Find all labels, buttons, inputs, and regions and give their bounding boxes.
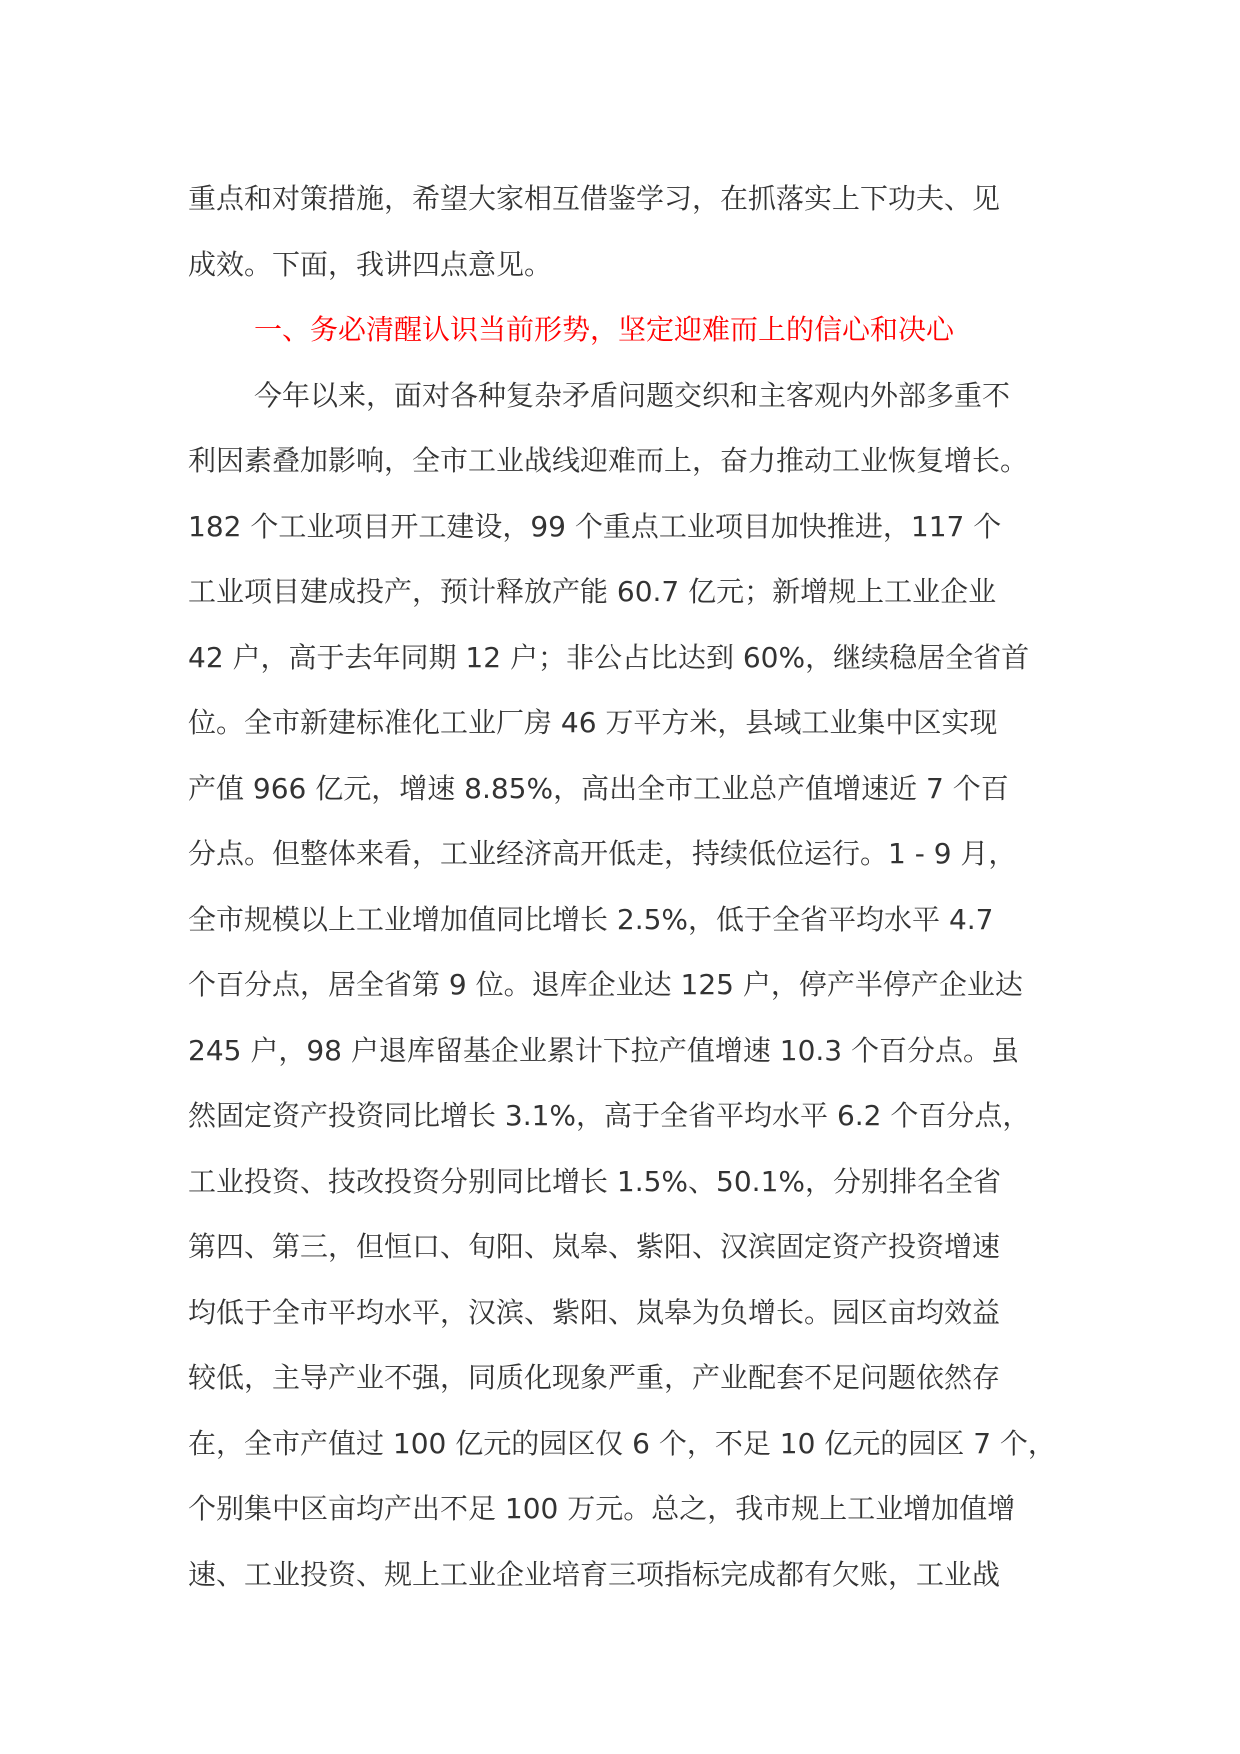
text-line: 个别集中区亩均产出不足 100 万元。总之，我市规上工业增加值增 xyxy=(188,1492,1016,1525)
text-line: 利因素叠加影响，全市工业战线迎难而上，奋力推动工业恢复增长。 xyxy=(188,444,1029,477)
text-line: 产值 966 亿元，增速 8.85%，高出全市工业总产值增速近 7 个百 xyxy=(188,771,1009,805)
text-line: 个百分点，居全省第 9 位。退库企业达 125 户，停产半停产企业达 xyxy=(188,968,1023,1001)
text-line: 工业项目建成投产，预计释放产能 60.7 亿元；新增规上工业企业 xyxy=(188,575,997,608)
text-line: 速、工业投资、规上工业企业培育三项指标完成都有欠账，工业战 xyxy=(188,1557,1001,1591)
text-line: 工业投资、技改投资分别同比增长 1.5%、50.1%，分别排名全省 xyxy=(188,1164,1001,1198)
text-line: 位。全市新建标准化工业厂房 46 万平方米，县域工业集中区实现 xyxy=(188,706,998,739)
text-line: 成效。下面，我讲四点意见。 xyxy=(188,247,553,281)
text-line: 第四、第三，但恒口、旬阳、岚皋、紫阳、汉滨固定资产投资增速 xyxy=(188,1230,1001,1263)
text-line: 245 户，98 户退库留基企业累计下拉产值增速 10.3 个百分点。虽 xyxy=(188,1033,1020,1067)
body-text xyxy=(188,166,1078,1607)
text-line: 然固定资产投资同比增长 3.1%，高于全省平均水平 6.2 个百分点， xyxy=(188,1099,1031,1132)
text-line: 42 户，高于去年同期 12 户；非公占比达到 60%，继续稳居全省首 xyxy=(188,640,1030,674)
section-heading: 一、务必清醒认识当前形势，坚定迎难而上的信心和决心 xyxy=(254,313,955,346)
text-line: 今年以来，面对各种复杂矛盾问题交织和主客观内外部多重不 xyxy=(254,378,1011,412)
text-line: 全市规模以上工业增加值同比增长 2.5%，低于全省平均水平 4.7 xyxy=(188,902,994,936)
text-line: 较低，主导产业不强，同质化现象严重，产业配套不足问题依然存 xyxy=(188,1361,1001,1394)
text-line: 重点和对策措施，希望大家相互借鉴学习，在抓落实上下功夫、见 xyxy=(188,182,1001,215)
text-line: 分点。但整体来看，工业经济高开低走，持续低位运行。1 - 9 月， xyxy=(188,837,1017,870)
text-line: 均低于全市平均水平，汉滨、紫阳、岚皋为负增长。园区亩均效益 xyxy=(188,1295,1001,1329)
text-line: 182 个工业项目开工建设，99 个重点工业项目加快推进，117 个 xyxy=(188,509,1002,543)
text-line: 在，全市产值过 100 亿元的园区仅 6 个，不足 10 亿元的园区 7 个， xyxy=(188,1426,1056,1460)
